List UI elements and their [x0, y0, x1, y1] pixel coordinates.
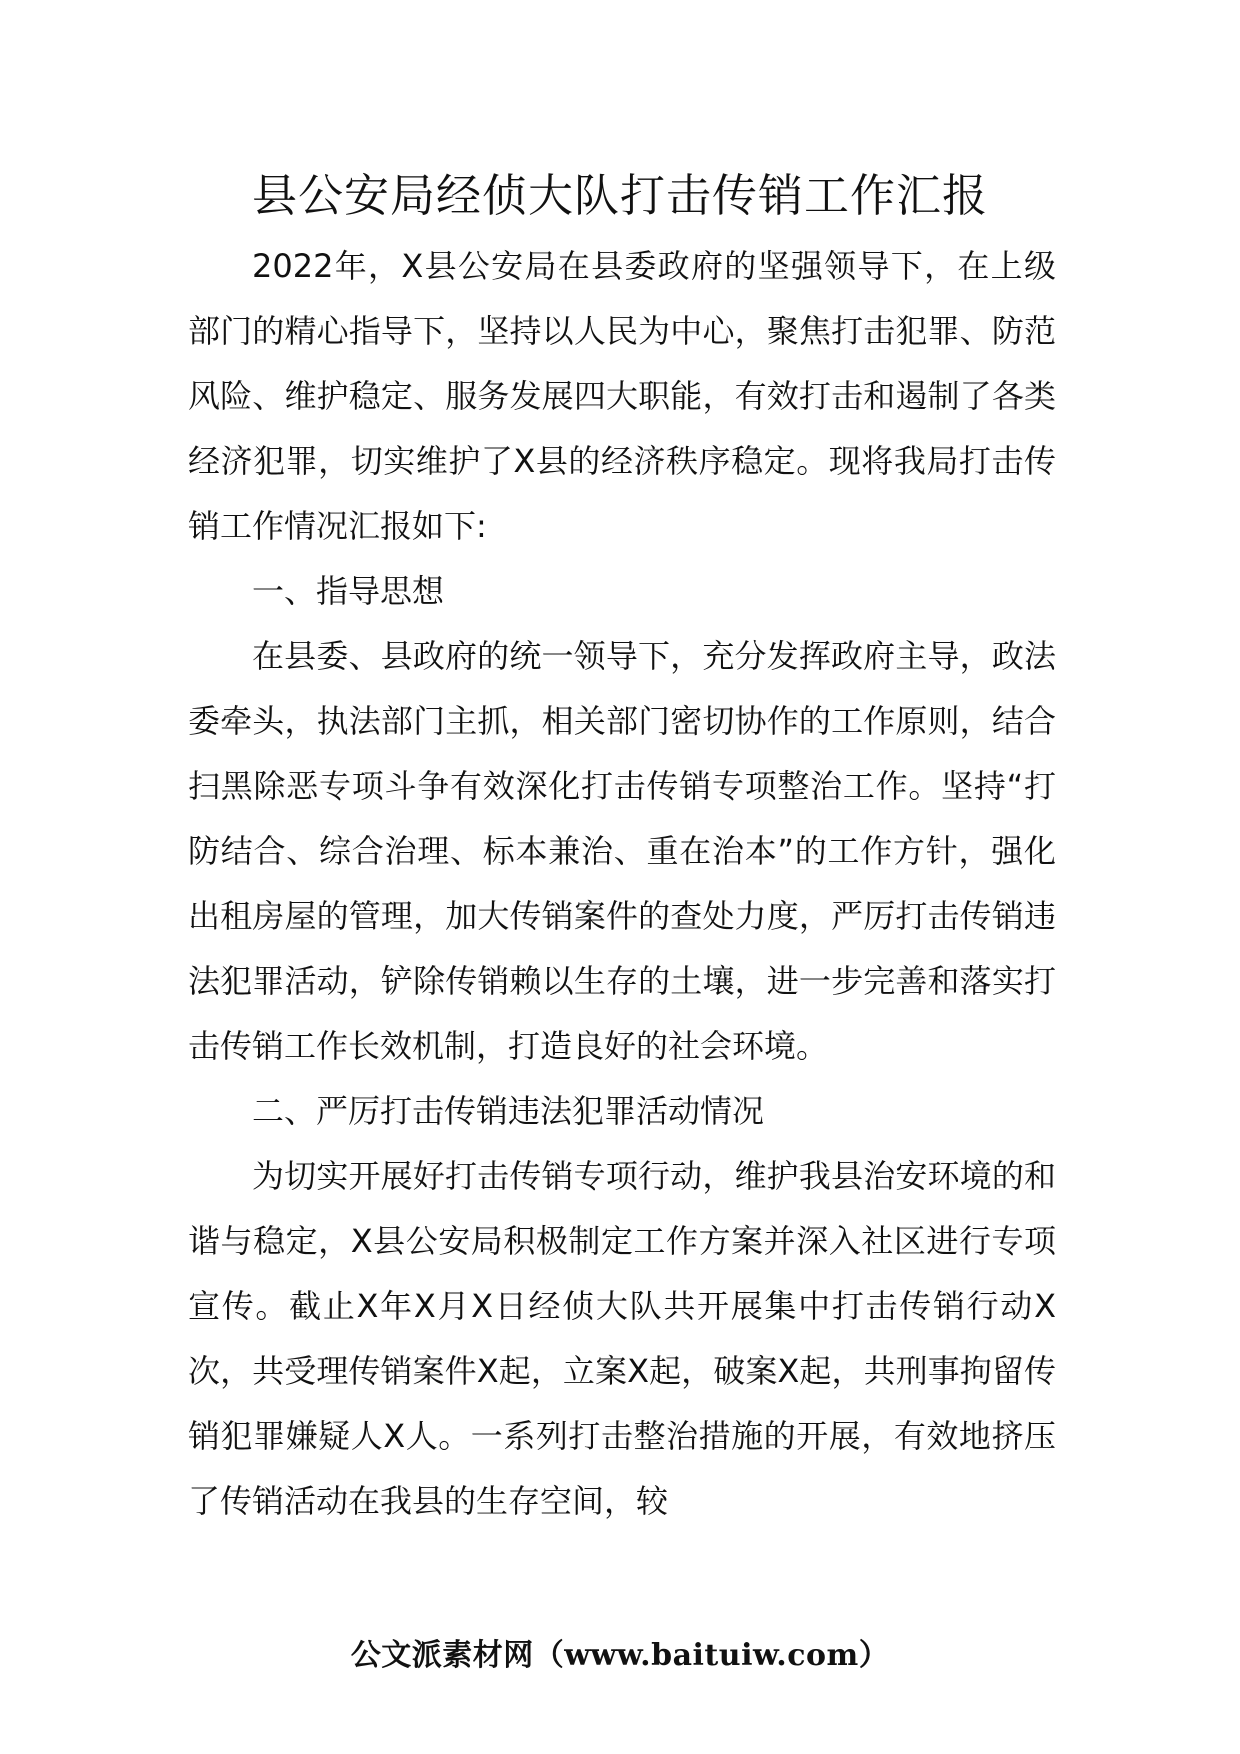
section-paragraph-crackdown: 为切实开展好打击传销专项行动，维护我县治安环境的和谐与稳定，X县公安局积极制定工作方案并深入社区进行专项宣传。截止X年X月X日经侦大队共开展集中打击传销行动X次，共受理传销案件X起，立案X起，破案X起，共刑事拘留传销犯罪嫌疑人X人。一系列打击整治措施的开展，有效地挤压了传销活动在我县的生存空间，较	[188, 1157, 1056, 1520]
section-paragraph-guiding-ideology: 在县委、县政府的统一领导下，充分发挥政府主导，政法委牵头，执法部门主抓，相关部门密切协作的工作原则，结合扫黑除恶专项斗争有效深化打击传销专项整治工作。坚持“打防结合、综合治理、标本兼治、重在治本”的工作方针，强化出租房屋的管理，加大传销案件的查处力度，严厉打击传销违法犯罪活动，铲除传销赖以生存的土壤，进一步完善和落实打击传销工作长效机制，打造良好的社会环境。	[188, 637, 1056, 1065]
document-body	[188, 234, 1056, 1534]
footer-watermark: 公文派素材网（www.baituiw.com）	[350, 1638, 890, 1673]
intro-paragraph: 2022年，X县公安局在县委政府的坚强领导下，在上级部门的精心指导下，坚持以人民为中心，聚焦打击犯罪、防范风险、维护稳定、服务发展四大职能，有效打击和遏制了各类经济犯罪，切实维护了X县的经济秩序稳定。现将我局打击传销工作情况汇报如下:	[188, 247, 1056, 545]
section-heading-guiding-ideology: 一、指导思想	[252, 572, 445, 610]
section-heading-crackdown: 二、严厉打击传销违法犯罪活动情况	[252, 1092, 765, 1130]
document-title: 县公安局经侦大队打击传销工作汇报	[251, 169, 988, 222]
